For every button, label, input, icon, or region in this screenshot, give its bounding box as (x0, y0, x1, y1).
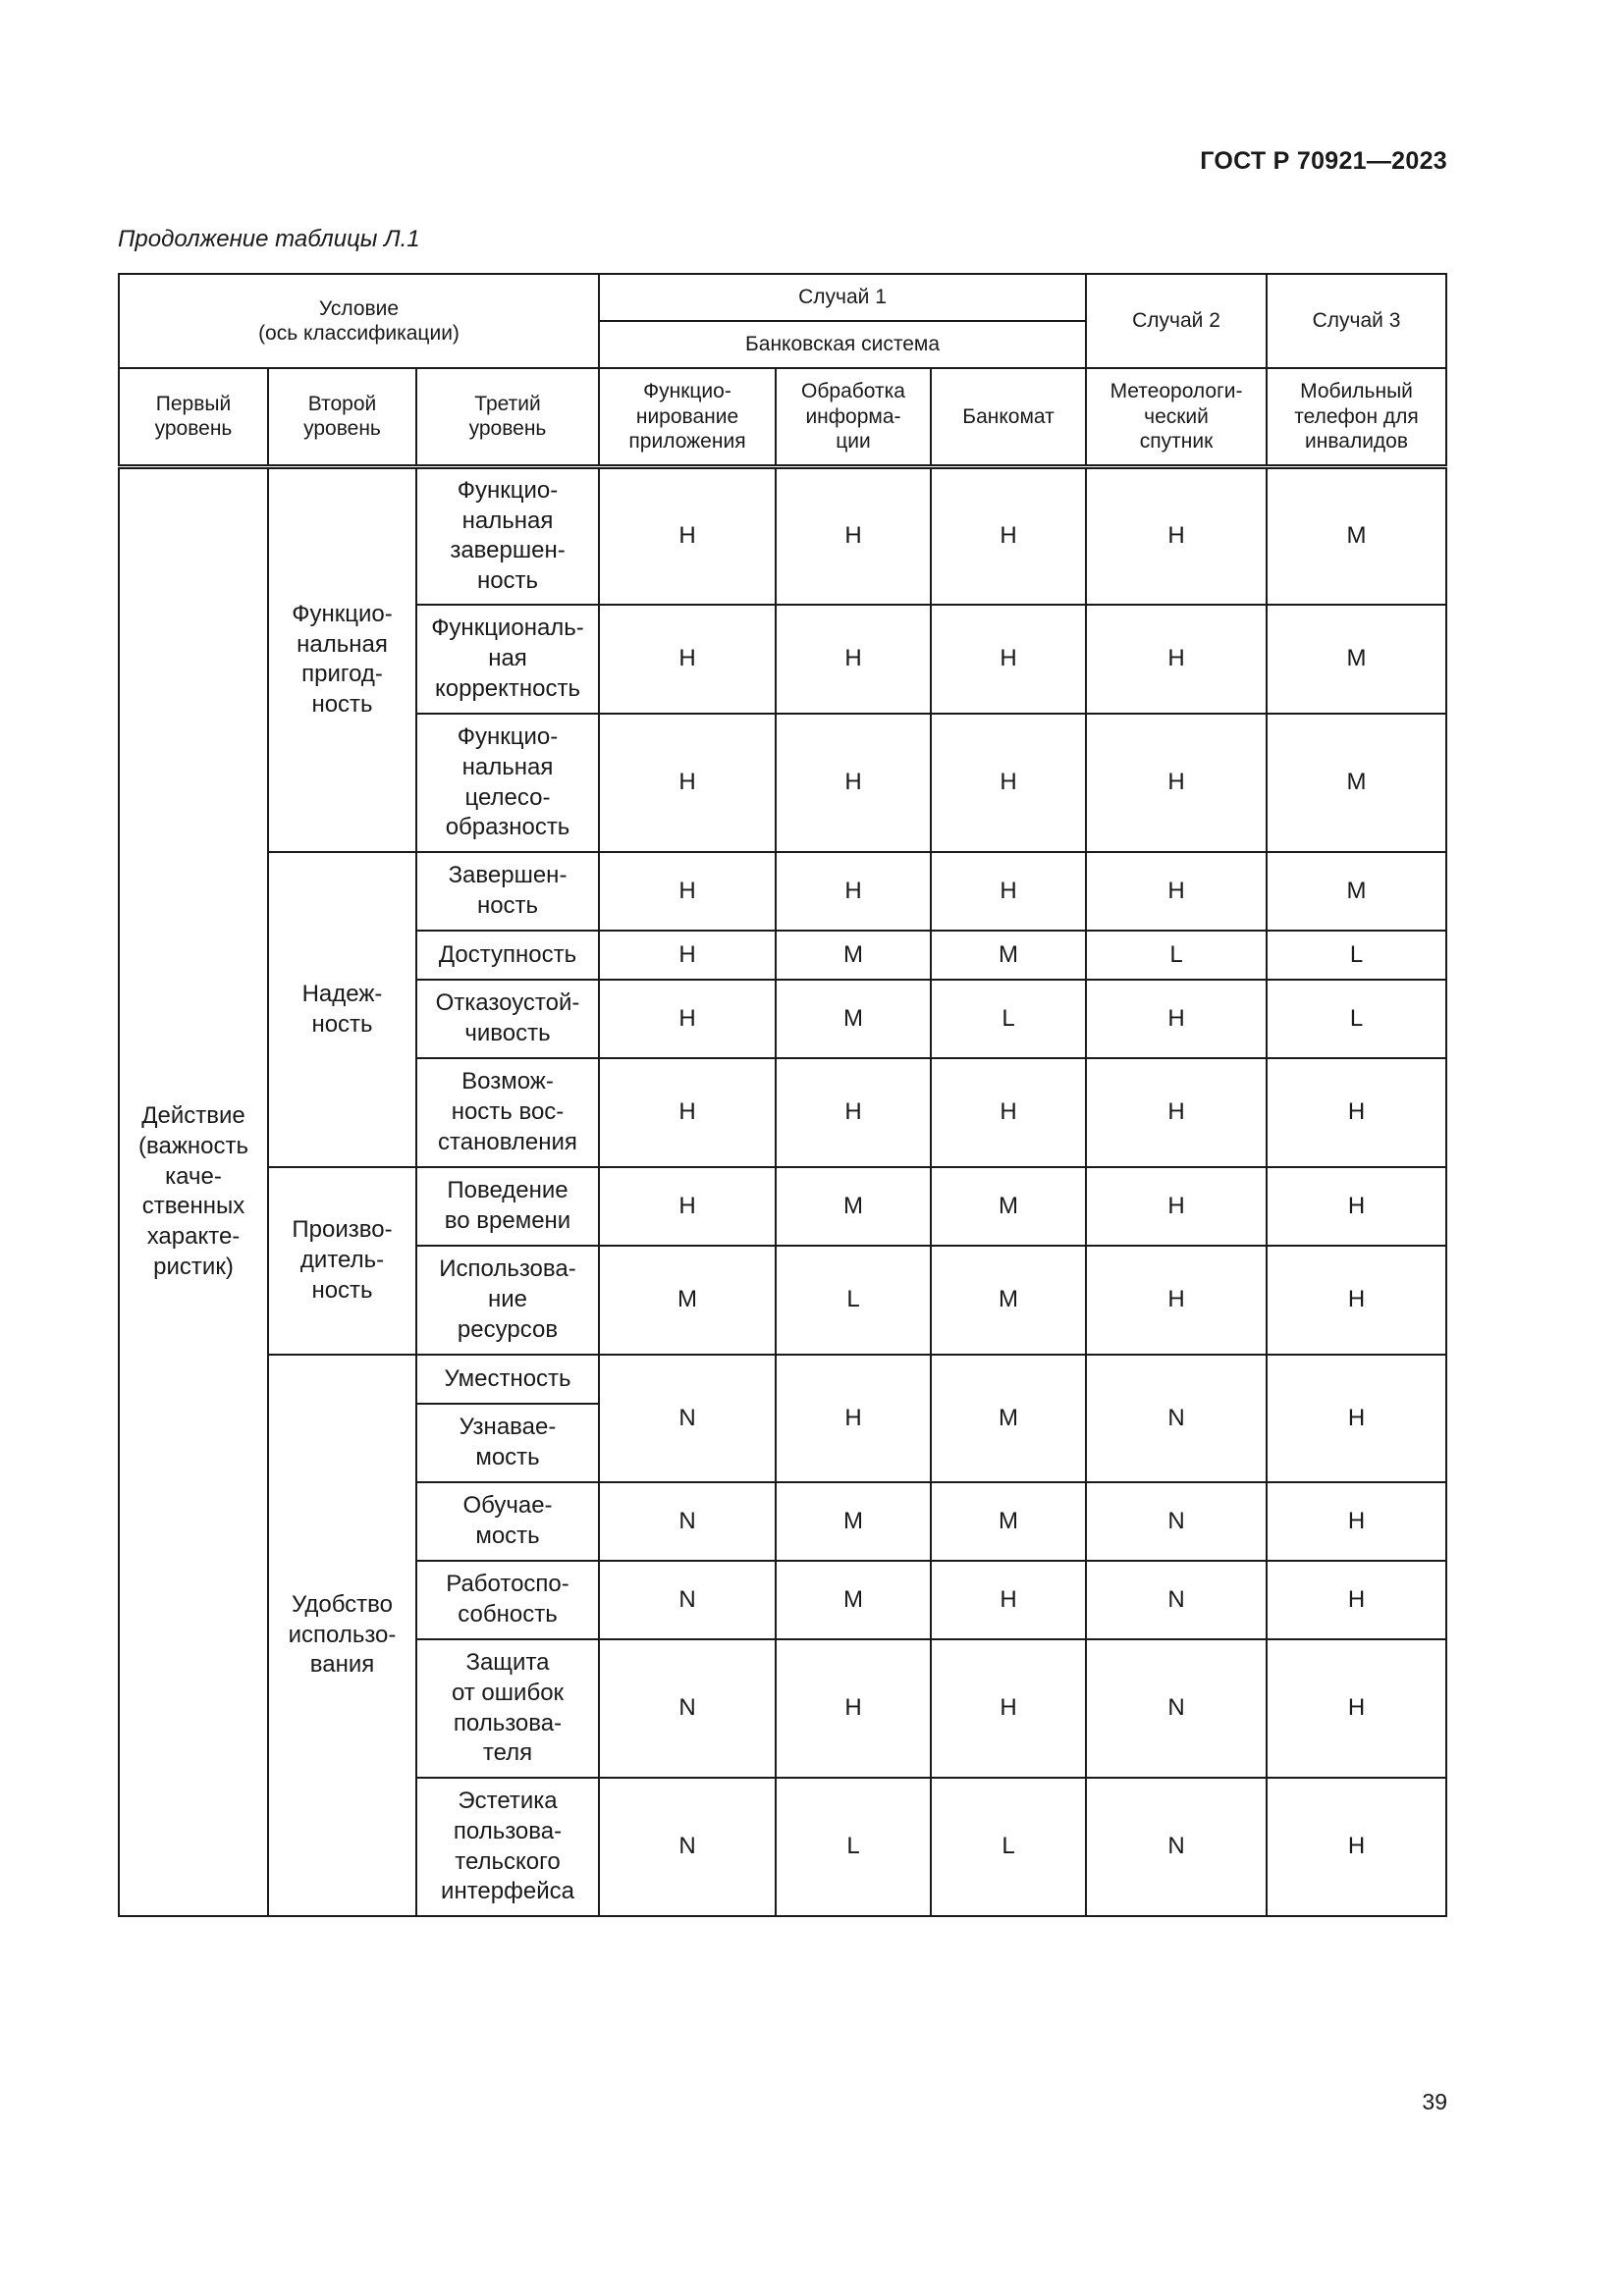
third-level-cell: Отказоустой- чивость (416, 980, 599, 1058)
third-level-cell: Использова- ние ресурсов (416, 1246, 599, 1355)
value-cell: M (776, 1482, 931, 1561)
value-cell: M (931, 1482, 1086, 1561)
value-cell: H (1267, 1561, 1446, 1639)
header-case1: Случай 1 (599, 274, 1086, 321)
value-cell: N (599, 1778, 776, 1916)
header-level1: Первый уровень (119, 368, 268, 466)
value-cell: M (931, 1167, 1086, 1246)
value-cell: H (599, 931, 776, 980)
page-number: 39 (1422, 2089, 1447, 2114)
second-level-cell: Удобство использо- вания (268, 1355, 416, 1916)
value-cell: L (776, 1778, 931, 1916)
value-cell: H (931, 1058, 1086, 1167)
value-cell: H (1086, 1058, 1267, 1167)
value-cell: H (599, 466, 776, 605)
value-cell: N (1086, 1482, 1267, 1561)
header-col-atm: Банкомат (931, 368, 1086, 466)
value-cell: H (931, 1561, 1086, 1639)
value-cell: H (1086, 1167, 1267, 1246)
value-cell: H (931, 714, 1086, 852)
value-cell: M (776, 980, 931, 1058)
header-col-phone: Мобильный телефон для инвалидов (1267, 368, 1446, 466)
second-level-cell: Надеж- ность (268, 852, 416, 1167)
header-level3: Третий уровень (416, 368, 599, 466)
table-row (119, 852, 1446, 931)
header-level2: Второй уровень (268, 368, 416, 466)
standard-code: ГОСТ Р 70921—2023 (1200, 147, 1447, 175)
third-level-cell: Завершен- ность (416, 852, 599, 931)
value-cell: N (1086, 1355, 1267, 1482)
third-level-cell: Функцио- нальная целесо- образность (416, 714, 599, 852)
table-row (119, 1355, 1446, 1404)
value-cell: H (931, 852, 1086, 931)
value-cell: L (1267, 931, 1446, 980)
quality-table (118, 273, 1447, 1917)
value-cell: L (1086, 931, 1267, 980)
value-cell: M (776, 1167, 931, 1246)
value-cell: L (776, 1246, 931, 1355)
value-cell: H (1086, 980, 1267, 1058)
value-cell: H (599, 714, 776, 852)
value-cell: M (931, 1355, 1086, 1482)
third-level-cell: Работоспо- собность (416, 1561, 599, 1639)
value-cell: M (1267, 466, 1446, 605)
value-cell: N (599, 1482, 776, 1561)
value-cell: H (599, 1058, 776, 1167)
value-cell: M (1267, 852, 1446, 931)
value-cell: N (1086, 1778, 1267, 1916)
value-cell: H (931, 605, 1086, 714)
first-level-cell: Действие (важность каче- ственных характе- ристик) (119, 466, 268, 1916)
third-level-cell: Функциональ- ная корректность (416, 605, 599, 714)
third-level-cell: Возмож- ность вос- становления (416, 1058, 599, 1167)
header-col-app: Функцио- нирование приложения (599, 368, 776, 466)
value-cell: H (1086, 852, 1267, 931)
value-cell: H (931, 1639, 1086, 1778)
value-cell: H (931, 466, 1086, 605)
third-level-cell: Доступность (416, 931, 599, 980)
value-cell: M (776, 931, 931, 980)
value-cell: M (1267, 605, 1446, 714)
value-cell: H (1267, 1246, 1446, 1355)
third-level-cell: Узнавае- мость (416, 1404, 599, 1482)
header-col-satellite: Метеорологи- ческий спутник (1086, 368, 1267, 466)
value-cell: H (776, 852, 931, 931)
value-cell: L (1267, 980, 1446, 1058)
third-level-cell: Уместность (416, 1355, 599, 1404)
value-cell: H (1086, 466, 1267, 605)
header-col-info: Обработка информа- ции (776, 368, 931, 466)
header-case2: Случай 2 (1086, 274, 1267, 368)
value-cell: H (776, 466, 931, 605)
second-level-cell: Произво- дитель- ность (268, 1167, 416, 1355)
header-condition: Условие (ось классификации) (119, 274, 599, 368)
value-cell: H (1267, 1058, 1446, 1167)
value-cell: H (1086, 605, 1267, 714)
value-cell: H (1267, 1639, 1446, 1778)
header-banking-system: Банковская система (599, 321, 1086, 368)
value-cell: H (776, 1355, 931, 1482)
table-caption: Продолжение таблицы Л.1 (118, 226, 420, 252)
value-cell: N (1086, 1639, 1267, 1778)
value-cell: H (1267, 1778, 1446, 1916)
value-cell: H (1267, 1355, 1446, 1482)
third-level-cell: Обучае- мость (416, 1482, 599, 1561)
third-level-cell: Защита от ошибок пользова- теля (416, 1639, 599, 1778)
value-cell: H (1267, 1167, 1446, 1246)
value-cell: H (776, 605, 931, 714)
value-cell: N (599, 1561, 776, 1639)
value-cell: H (599, 605, 776, 714)
third-level-cell: Эстетика пользова- тельского интерфейса (416, 1778, 599, 1916)
value-cell: H (599, 1167, 776, 1246)
value-cell: H (776, 1639, 931, 1778)
table-row (119, 1167, 1446, 1246)
second-level-cell: Функцио- нальная пригод- ность (268, 466, 416, 852)
value-cell: H (776, 714, 931, 852)
value-cell: H (1086, 1246, 1267, 1355)
value-cell: H (776, 1058, 931, 1167)
value-cell: M (931, 1246, 1086, 1355)
third-level-cell: Функцио- нальная завершен- ность (416, 466, 599, 605)
value-cell: H (599, 980, 776, 1058)
third-level-cell: Поведение во времени (416, 1167, 599, 1246)
header-case3: Случай 3 (1267, 274, 1446, 368)
value-cell: M (599, 1246, 776, 1355)
value-cell: L (931, 980, 1086, 1058)
value-cell: N (1086, 1561, 1267, 1639)
value-cell: M (1267, 714, 1446, 852)
value-cell: N (599, 1355, 776, 1482)
value-cell: N (599, 1639, 776, 1778)
table-row (119, 466, 1446, 605)
value-cell: L (931, 1778, 1086, 1916)
value-cell: H (1267, 1482, 1446, 1561)
value-cell: M (931, 931, 1086, 980)
value-cell: H (1086, 714, 1267, 852)
value-cell: H (599, 852, 776, 931)
value-cell: M (776, 1561, 931, 1639)
